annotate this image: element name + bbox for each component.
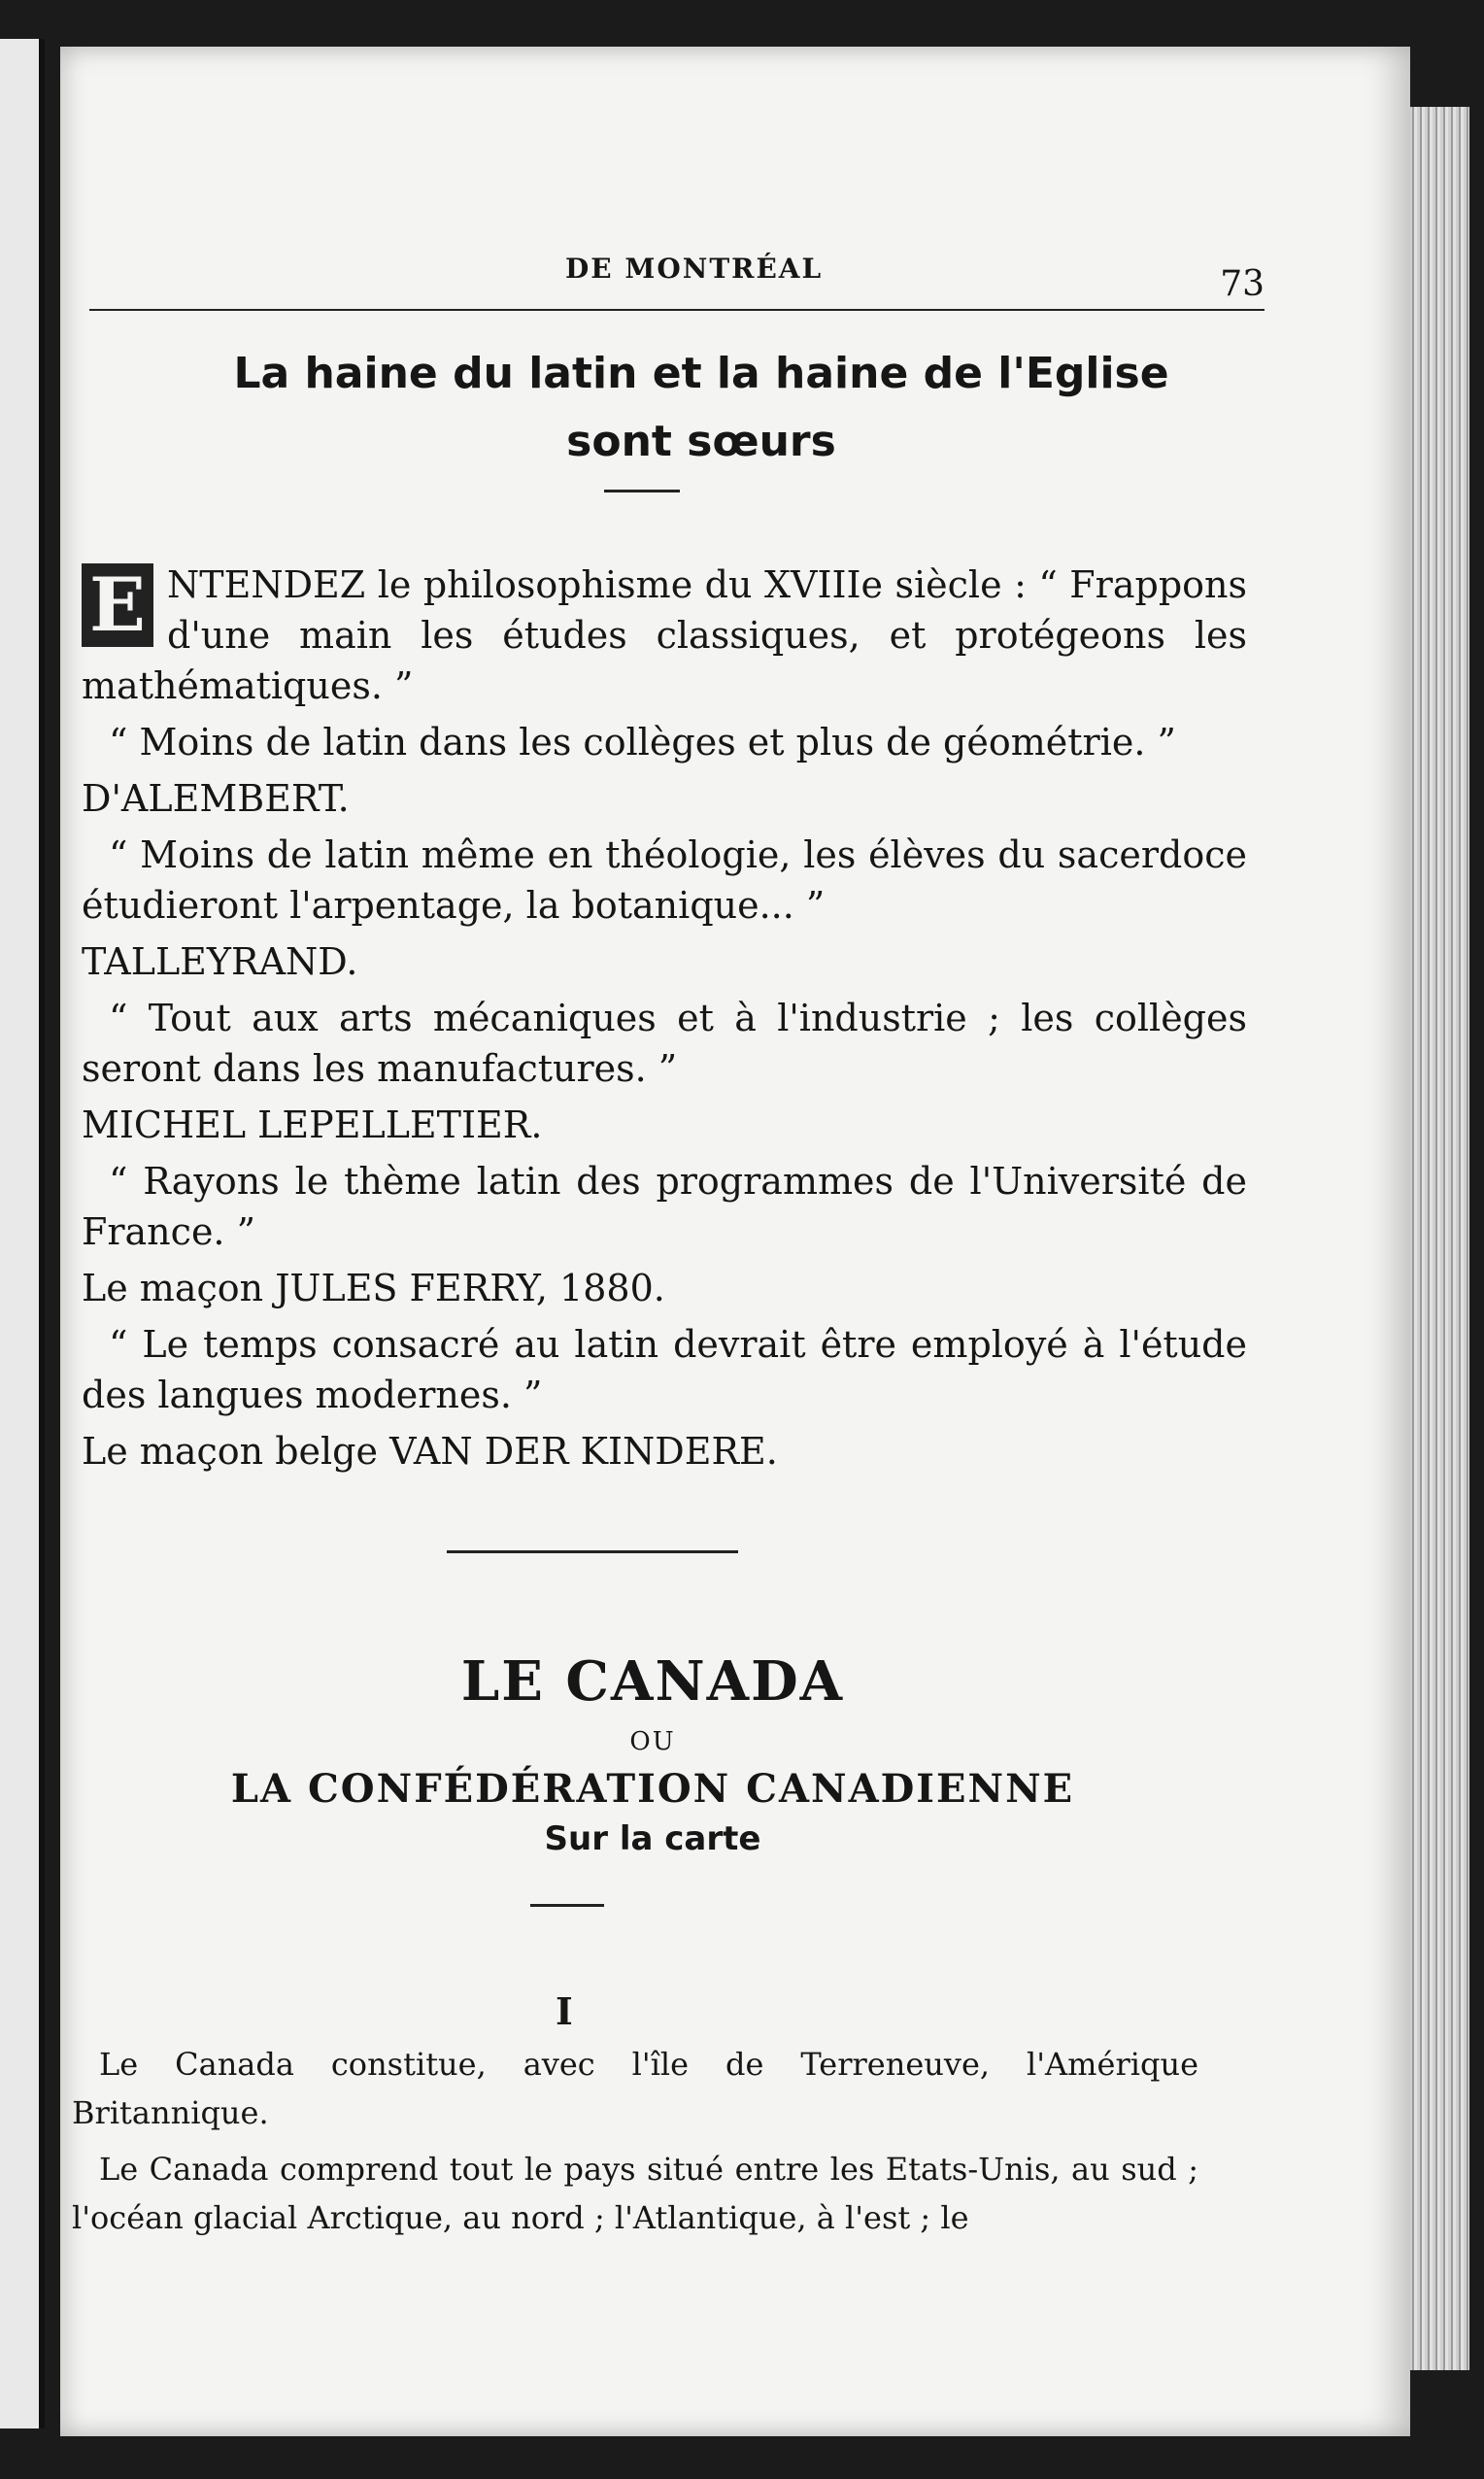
quote-dalembert: “ Moins de latin dans les collèges et plus de géométrie. ” (109, 721, 1176, 764)
book-page (60, 47, 1410, 2436)
quote-ferry: “ Rayons le thème latin des programmes de l'Université de France. ” (82, 1160, 1247, 1253)
section-heading-block (118, 1649, 1187, 1858)
title-rule (604, 490, 680, 492)
section-heading: LE CANADA (460, 1649, 845, 1714)
attribution-lepelletier: MICHEL LEPELLETIER. (82, 1104, 543, 1146)
attribution-dalembert: D'ALEMBERT. (82, 777, 350, 820)
facing-page-edge (0, 39, 45, 2428)
section-caption: Sur la carte (544, 1819, 761, 1858)
section-paragraph-1: Le Canada constitue, avec l'île de Terreneuve, l'Amérique Britannique. (72, 2046, 1198, 2131)
page-number: 73 (1220, 264, 1265, 304)
intro-paragraph (82, 560, 1247, 711)
article-title-line2: sont sœurs (566, 417, 836, 466)
dropcap: E (82, 563, 153, 647)
quote-kindere: “ Le temps consacré au latin devrait être employé à l'étude des langues modernes. ” (82, 1323, 1247, 1416)
attribution-kindere: Le maçon belge VAN DER KINDERE. (82, 1430, 778, 1473)
section-paragraph-2: Le Canada comprend tout le pays situé entre les Etats-Unis, au sud ; l'océan glacial Arctique, au nord ; l'Atlantique, à l'est ; le (72, 2151, 1198, 2236)
quote-lepelletier: “ Tout aux arts mécaniques et à l'industrie ; les collèges seront dans les manufactures. ” (82, 997, 1247, 1090)
attribution-ferry: Le maçon JULES FERRY, 1880. (82, 1267, 665, 1309)
article-title (118, 340, 1284, 476)
attribution-talleyrand: TALLEYRAND. (82, 940, 358, 983)
section-number: I (556, 1989, 573, 2033)
heading-rule (530, 1904, 604, 1907)
section-divider (447, 1550, 738, 1553)
section-body (72, 2040, 1198, 2250)
running-header (89, 202, 1265, 311)
article-title-line1: La haine du latin et la haine de l'Eglise (233, 349, 1169, 398)
section-subheading: LA CONFÉDÉRATION CANADIENNE (230, 1766, 1075, 1812)
running-title: DE MONTRÉAL (565, 253, 824, 285)
section-ou: OU (629, 1727, 676, 1756)
article-body (82, 560, 1247, 1482)
quote-talleyrand: “ Moins de latin même en théologie, les élèves du sacerdoce étudieront l'arpentage, la botanique... ” (82, 833, 1247, 927)
intro-text: NTENDEZ le philosophisme du XVIIIe siècle : “ Frappons d'une main les études classiques, et protégeons les mathématiques. ” (82, 563, 1247, 707)
